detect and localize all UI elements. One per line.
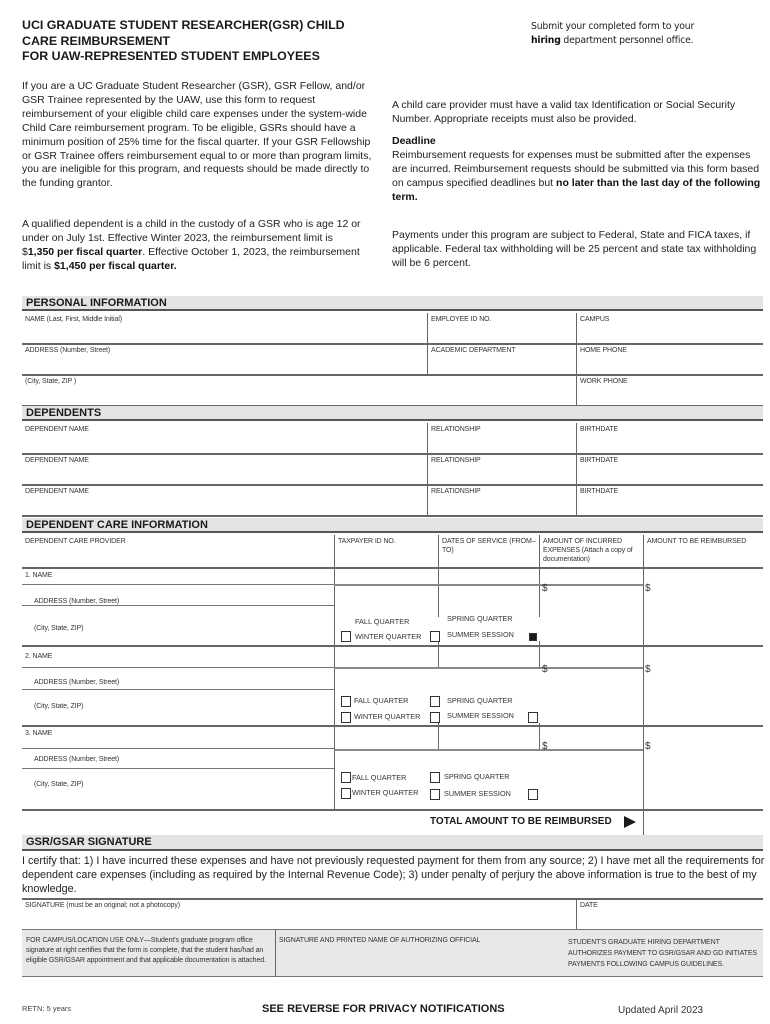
provider-2-fall-checkbox[interactable] [341, 696, 351, 707]
limit-2: $1,450 per fiscal quarter. [54, 259, 177, 272]
dependent-name-label: DEPENDENT NAME [25, 426, 89, 433]
deadline-bold: no later than the last day of the following term. [392, 176, 761, 203]
total-reimbursed-input[interactable] [645, 812, 763, 834]
address-label: ADDRESS (Number, Street) [25, 347, 111, 354]
provider-city-label: (City, State, ZIP) [34, 625, 84, 632]
provider-city-label: (City, State, ZIP) [34, 703, 84, 710]
provider-2-reimbursed-input[interactable]: $ [645, 664, 651, 675]
dependent-text-b: . Effective October 1, 2023, the reimbursement limit is [22, 245, 360, 272]
certification-text: I certify that: 1) I have incurred these expenses and have not previously requested payment for them from any source; 2) I have met all the requirements for dependent care expenses (including as required by the Internal Revenue Code); 3) under penalty of perjury the above information is true to the best of my knowledge. [22, 855, 765, 895]
provider-3-taxpayer-id-input[interactable] [336, 727, 436, 749]
title-line-3: FOR UAW-REPRESENTED STUDENT EMPLOYEES [22, 49, 320, 64]
spring-quarter-label: SPRING QUARTER [447, 614, 513, 623]
provider-2-taxpayer-id-input[interactable] [336, 647, 436, 667]
provider-1-city-field[interactable] [34, 624, 330, 642]
provider-paragraph: A child care provider must have a valid tax Identification or Social Security Number. Appropriate receipts must also be provided. [392, 99, 736, 125]
retention-note: RETN: 5 years [22, 1004, 72, 1013]
deadline-paragraph [392, 135, 762, 205]
provider-2-name-field[interactable] [25, 652, 331, 666]
campus-use-text: FOR CAMPUS/LOCATION USE ONLY—Student's graduate program office signature at right certifies that the form is complete, that the student has/had an eligible GSR/GSAR appointment and that applicable documentation is attached. [26, 937, 266, 964]
col-reimbursed: AMOUNT TO BE REIMBURSED [647, 538, 747, 545]
signature-field[interactable] [25, 901, 573, 929]
title-line-2: CARE REIMBURSEMENT [22, 33, 171, 48]
employee-id-label: EMPLOYEE ID NO. [431, 316, 492, 323]
spring-quarter-label: SPRING QUARTER [447, 696, 513, 705]
summer-session-label: SUMMER SESSION [444, 789, 511, 798]
provider-name-label: 2. NAME [25, 653, 53, 660]
dependent-name-label: DEPENDENT NAME [25, 457, 89, 464]
date-field[interactable] [580, 901, 760, 929]
col-provider: DEPENDENT CARE PROVIDER [25, 538, 126, 545]
provider-1-winter-checkbox[interactable] [430, 631, 440, 642]
fall-quarter-label: FALL QUARTER [355, 617, 410, 626]
deadline-text: Reimbursement requests for expenses must be submitted after the expenses are incurred. Reimbursement requests should be submitted via this form based on campus specified deadlines but [392, 148, 760, 189]
birthdate-label: BIRTHDATE [580, 426, 619, 433]
provider-3-name-field[interactable] [25, 729, 331, 747]
city-state-zip-field[interactable] [25, 377, 573, 405]
date-label: DATE [580, 902, 598, 909]
authorizing-official-field[interactable] [279, 936, 559, 974]
summer-session-label: SUMMER SESSION [447, 630, 514, 639]
relationship-field[interactable] [431, 487, 574, 515]
home-phone-field[interactable] [580, 346, 760, 374]
city-label: (City, State, ZIP ) [25, 378, 77, 385]
submit-rest: department personnel office. [560, 35, 694, 46]
provider-1-fall-checkbox[interactable] [341, 631, 351, 642]
address-field[interactable] [25, 346, 425, 374]
title-line-1: UCI GRADUATE STUDENT RESEARCHER(GSR) CHILD [22, 18, 345, 32]
dependents-section [22, 423, 763, 516]
campus-label: CAMPUS [580, 316, 610, 323]
birthdate-field[interactable] [580, 456, 760, 484]
provider-2-incurred-input[interactable]: $ [542, 664, 548, 675]
submit-line-2 [531, 34, 761, 48]
provider-3-reimbursed-input[interactable]: $ [645, 741, 651, 752]
dependent-name-field[interactable] [25, 456, 425, 484]
name-field[interactable] [25, 315, 425, 343]
dependent-paragraph [22, 218, 362, 274]
provider-3-extra-checkbox[interactable] [528, 789, 538, 800]
deadline-title: Deadline [392, 135, 436, 147]
dependent-name-label: DEPENDENT NAME [25, 488, 89, 495]
provider-3-summer-checkbox[interactable] [430, 789, 440, 800]
care-info-section [22, 535, 763, 835]
personal-info-header: PERSONAL INFORMATION [22, 296, 763, 311]
provider-3-spring-checkbox[interactable] [430, 772, 440, 783]
provider-2-extra-checkbox[interactable] [528, 712, 538, 723]
dependents-header: DEPENDENTS [22, 406, 763, 421]
provider-3-address-field[interactable] [34, 755, 330, 767]
provider-address-label: ADDRESS (Number, Street) [34, 756, 120, 763]
col-taxpayer: TAXPAYER ID NO. [338, 538, 396, 545]
provider-city-label: (City, State, ZIP) [34, 781, 84, 788]
provider-2-summer-checkbox[interactable] [430, 712, 440, 723]
dependent-name-field[interactable] [25, 425, 425, 453]
birthdate-label: BIRTHDATE [580, 457, 619, 464]
relationship-label: RELATIONSHIP [431, 426, 481, 433]
signature-label: SIGNATURE (must be an original; not a photocopy) [25, 902, 180, 909]
col-incurred: AMOUNT OF INCURRED EXPENSES (Attach a copy of documentation) [543, 538, 633, 563]
care-info-header: DEPENDENT CARE INFORMATION [22, 518, 763, 533]
birthdate-label: BIRTHDATE [580, 488, 619, 495]
employee-id-field[interactable] [431, 315, 574, 343]
home-phone-label: HOME PHONE [580, 347, 627, 354]
signature-header: GSR/GSAR SIGNATURE [22, 835, 763, 851]
provider-2-address-field[interactable] [34, 678, 330, 688]
relationship-field[interactable] [431, 425, 574, 453]
provider-2-city-field[interactable] [34, 702, 330, 722]
department-field[interactable] [431, 346, 574, 374]
provider-1-incurred-input[interactable]: $ [542, 583, 548, 594]
winter-quarter-label: WINTER QUARTER [352, 788, 419, 797]
fall-quarter-label: FALL QUARTER [352, 773, 407, 782]
submit-line-1: Submit your completed form to your [531, 21, 695, 32]
winter-quarter-label: WINTER QUARTER [355, 632, 422, 641]
winter-quarter-label: WINTER QUARTER [354, 712, 421, 721]
provider-address-label: ADDRESS (Number, Street) [34, 679, 120, 686]
work-phone-field[interactable] [580, 377, 760, 405]
provider-3-city-field[interactable] [34, 780, 330, 806]
department-label: ACADEMIC DEPARTMENT [431, 347, 516, 354]
provider-2-dates-input[interactable] [440, 647, 537, 667]
arrow-right-icon [624, 816, 636, 828]
relationship-field[interactable] [431, 456, 574, 484]
submit-instructions [531, 20, 761, 48]
provider-3-dates-input[interactable] [440, 727, 537, 749]
official-label: SIGNATURE AND PRINTED NAME OF AUTHORIZING OFFICIAL [279, 937, 481, 944]
hiring-note: STUDENT'S GRADUATE HIRING DEPARTMENT AUTHORIZES PAYMENT TO GSR/GSAR AND GD INITIATES PAYMENTS FOLLOWING CAMPUS GUIDELINES. [568, 939, 757, 968]
provider-1-dates-input[interactable] [440, 569, 537, 609]
provider-2-spring-checkbox[interactable] [430, 696, 440, 707]
work-phone-label: WORK PHONE [580, 378, 628, 385]
provider-3-winter-checkbox[interactable] [341, 788, 351, 799]
provider-1-name-field[interactable] [25, 571, 331, 584]
provider-name-label: 1. NAME [25, 572, 53, 579]
provider-address-label: ADDRESS (Number, Street) [34, 598, 120, 605]
provider-1-address-field[interactable] [34, 597, 330, 605]
form-title [22, 18, 382, 65]
updated-date: Updated April 2023 [618, 1005, 704, 1016]
provider-1-summer-checkbox[interactable] [529, 633, 537, 641]
dependent-name-field[interactable] [25, 487, 425, 515]
campus-use-box [22, 929, 763, 977]
fall-quarter-label: FALL QUARTER [354, 696, 409, 705]
relationship-label: RELATIONSHIP [431, 488, 481, 495]
personal-info-section [22, 313, 763, 406]
eligibility-paragraph: If you are a UC Graduate Student Researcher (GSR), GSR Fellow, and/or GSR Trainee represented by the UAW, use this form to request reimbursement of your eligible child care expenses under the system-wide Child Care reimbursement program. To be eligible, GSRs should have a minimum position of 25% time for the fiscal quarter. If your GSR Fellowship or GSR Trainee offers reimbursement equal to or more than program limits, you are ineligible for this program, and requests should be made directly to the funding grantor. [22, 80, 372, 190]
birthdate-field[interactable] [580, 425, 760, 453]
total-label: TOTAL AMOUNT TO BE REIMBURSED [430, 816, 612, 827]
summer-session-label: SUMMER SESSION [447, 711, 514, 720]
see-reverse-note: SEE REVERSE FOR PRIVACY NOTIFICATIONS [262, 1003, 505, 1015]
col-dates: DATES OF SERVICE (FROM–TO) [442, 538, 536, 554]
spring-quarter-label: SPRING QUARTER [444, 772, 510, 781]
provider-2-winter-checkbox[interactable] [341, 712, 351, 723]
limit-1: 1,350 per fiscal quarter [27, 245, 143, 258]
provider-name-label: 3. NAME [25, 730, 53, 737]
submit-bold: hiring [531, 35, 561, 46]
birthdate-field[interactable] [580, 487, 760, 515]
provider-3-incurred-input[interactable]: $ [542, 741, 548, 752]
name-label: NAME (Last, First, Middle Initial) [25, 316, 122, 323]
campus-field[interactable] [580, 315, 760, 343]
provider-3-fall-checkbox[interactable] [341, 772, 351, 783]
provider-1-taxpayer-id-input[interactable] [336, 569, 436, 609]
relationship-label: RELATIONSHIP [431, 457, 481, 464]
dependent-text-a: A qualified dependent is a child in the custody of a GSR who is age 12 or under on July 1st. Effective Winter 2023, the reimbursement limit is $ [22, 218, 361, 258]
taxes-paragraph: Payments under this program are subject to Federal, State and FICA taxes, if applicable. Federal tax withholding will be 25 percent and state tax withholding will be 6 percent. [392, 229, 757, 269]
provider-1-reimbursed-input[interactable]: $ [645, 583, 651, 594]
